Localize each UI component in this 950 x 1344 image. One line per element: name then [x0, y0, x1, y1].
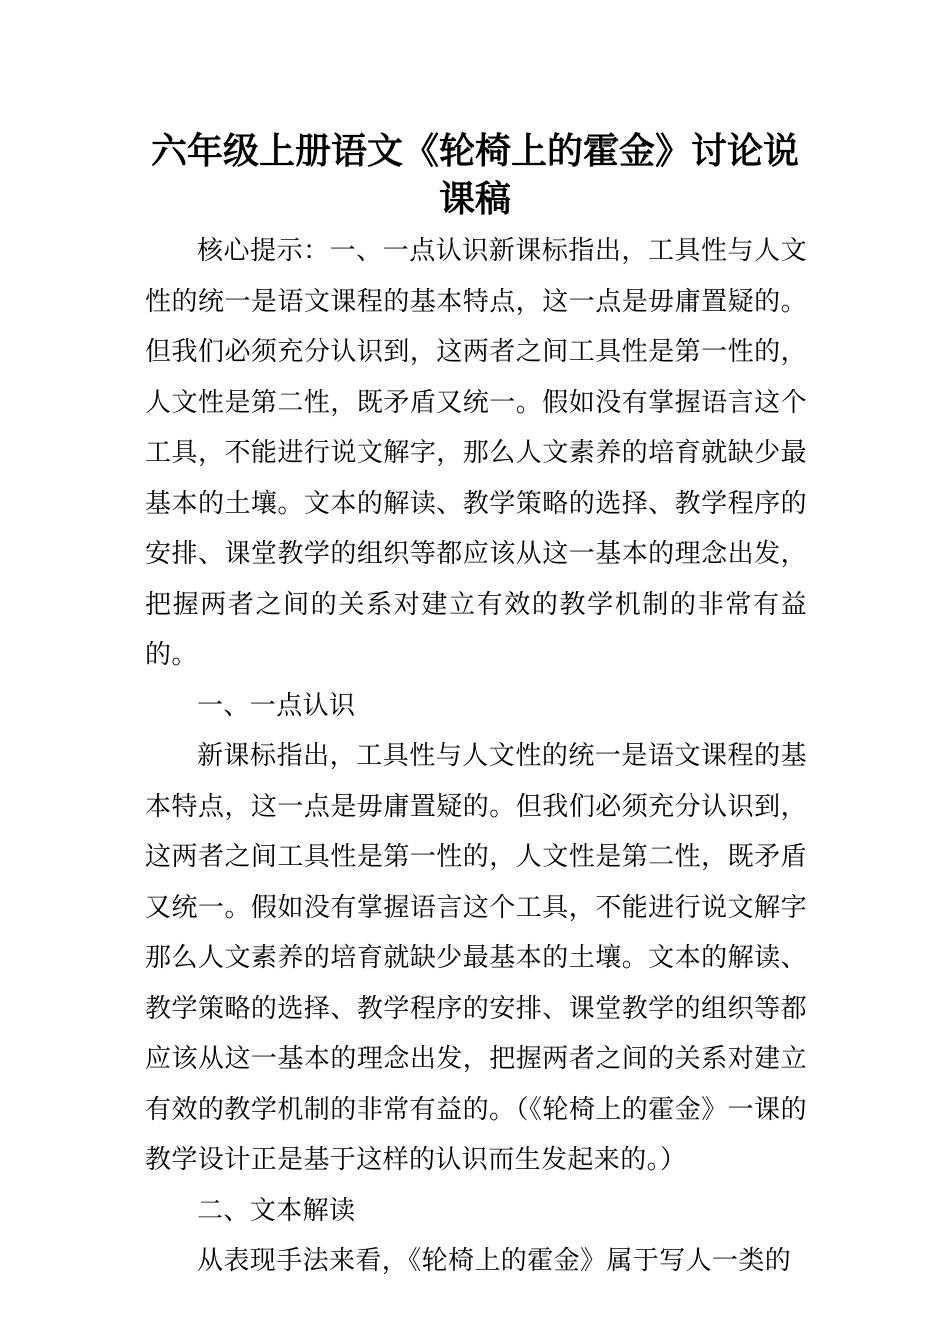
section-heading-1: 一、一点认识 — [197, 690, 356, 721]
paragraph-section-2: 从表现手法来看，《轮椅上的霍金》属于写人一类的 — [197, 1246, 792, 1276]
title-line-2: 课稿 — [438, 179, 511, 220]
paragraph-core-hint: 核心提示：一、一点认识新课标指出，工具性与人文性的统一是语文课程的基本特点，这一点是毋庸置疑的。但我们必须充分认识到，这两者之间工具性是第一性的，人文性是第二性，既矛盾又统一。假如没有掌握语言这个工具，不能进行说文解字，那么人文素养的培育就缺少最基本的土壤。文本的解读、教学策略的选择、教学程序的安排、课堂教学的组织等都应该从这一基本的理念出发，把握两者之间的关系对建立有效的教学机制的非常有益的。 — [145, 236, 807, 670]
title-line-1: 六年级上册语文《轮椅上的霍金》讨论说 — [150, 131, 799, 172]
section-heading-2: 二、文本解读 — [197, 1195, 356, 1226]
document-body — [145, 226, 807, 1287]
paragraph-section-1: 新课标指出，工具性与人文性的统一是语文课程的基本特点，这一点是毋庸置疑的。但我们必须充分认识到，这两者之间工具性是第一性的，人文性是第二性，既矛盾又统一。假如没有掌握语言这个工具，不能进行说文解字那么人文素养的培育就缺少最基本的土壤。文本的解读、教学策略的选择、教学程序的安排、课堂教学的组织等都应该从这一基本的理念出发，把握两者之间的关系对建立有效的教学机制的非常有益的。（《轮椅上的霍金》一课的教学设计正是基于这样的认识而生发起来的。） — [145, 741, 807, 1175]
document-title — [145, 128, 805, 224]
